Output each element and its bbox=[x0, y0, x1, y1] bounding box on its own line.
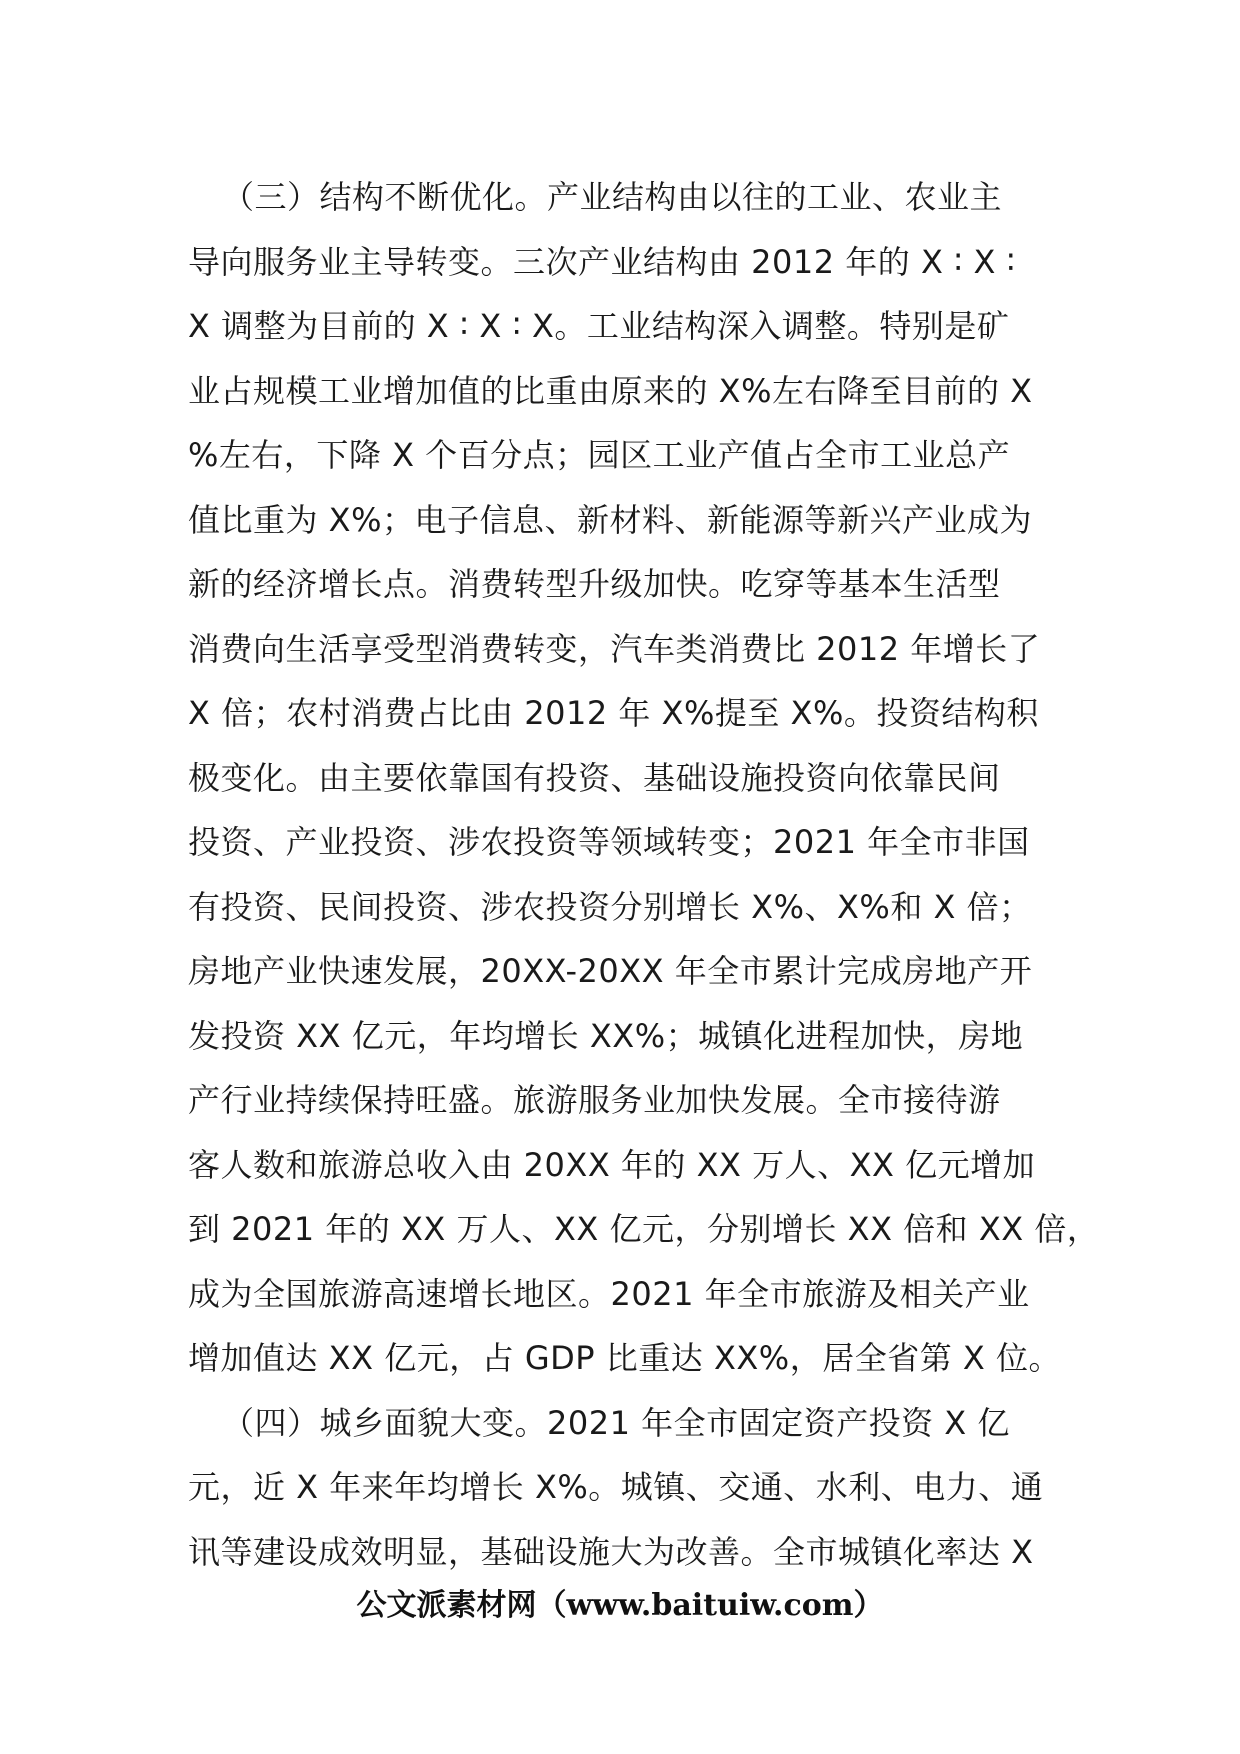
footer-watermark: 公文派素材网（www.baituiw.com） bbox=[356, 1588, 884, 1623]
paragraph-line: 发投资 XX 亿元，年均增长 XX%；城镇化进程加快，房地 bbox=[188, 1016, 1024, 1055]
paragraph-line: 导向服务业主导转变。三次产业结构由 2012 年的 X ∶ X ∶ bbox=[188, 242, 1016, 281]
paragraph-line: 客人数和旅游总收入由 20XX 年的 XX 万人、XX 亿元增加 bbox=[188, 1145, 1036, 1184]
paragraph-line: 讯等建设成效明显，基础设施大为改善。全市城镇化率达 X bbox=[188, 1532, 1034, 1571]
paragraph-line: 成为全国旅游高速增长地区。2021 年全市旅游及相关产业 bbox=[188, 1274, 1030, 1313]
paragraph-line: 投资、产业投资、涉农投资等领域转变；2021 年全市非国 bbox=[188, 823, 1030, 861]
paragraph-line: X 调整为目前的 X ∶ X ∶ X。工业结构深入调整。特别是矿 bbox=[188, 307, 1010, 345]
paragraph-line: 房地产业快速发展，20XX-20XX 年全市累计完成房地产开 bbox=[188, 952, 1033, 990]
paragraph-line: 产行业持续保持旺盛。旅游服务业加快发展。全市接待游 bbox=[188, 1081, 1001, 1119]
paragraph-line: 到 2021 年的 XX 万人、XX 亿元，分别增长 XX 倍和 XX 倍， bbox=[188, 1210, 1100, 1248]
paragraph-line: 业占规模工业增加值的比重由原来的 X%左右降至目前的 X bbox=[188, 371, 1033, 410]
paragraph-line: 消费向生活享受型消费转变，汽车类消费比 2012 年增长了 bbox=[188, 629, 1041, 668]
paragraph-line: 极变化。由主要依靠国有投资、基础设施投资向依靠民间 bbox=[188, 758, 1001, 797]
paragraph-line: （四）城乡面貌大变。2021 年全市固定资产投资 X 亿 bbox=[222, 1403, 1010, 1442]
body-text bbox=[188, 165, 1100, 1584]
paragraph-line: %左右，下降 X 个百分点；园区工业产值占全市工业总产 bbox=[188, 436, 1011, 474]
paragraph-line: 增加值达 XX 亿元，占 GDP 比重达 XX%，居全省第 X 位。 bbox=[188, 1339, 1061, 1377]
paragraph-line: X 倍；农村消费占比由 2012 年 X%提至 X%。投资结构积 bbox=[188, 694, 1039, 732]
paragraph-line: （三）结构不断优化。产业结构由以往的工业、农业主 bbox=[222, 178, 1003, 216]
paragraph-line: 新的经济增长点。消费转型升级加快。吃穿等基本生活型 bbox=[188, 565, 1001, 603]
paragraph-line: 元，近 X 年来年均增长 X%。城镇、交通、水利、电力、通 bbox=[188, 1468, 1044, 1506]
paragraph-line: 值比重为 X%；电子信息、新材料、新能源等新兴产业成为 bbox=[188, 500, 1033, 539]
paragraph-line: 有投资、民间投资、涉农投资分别增长 X%、X%和 X 倍； bbox=[188, 887, 1032, 926]
